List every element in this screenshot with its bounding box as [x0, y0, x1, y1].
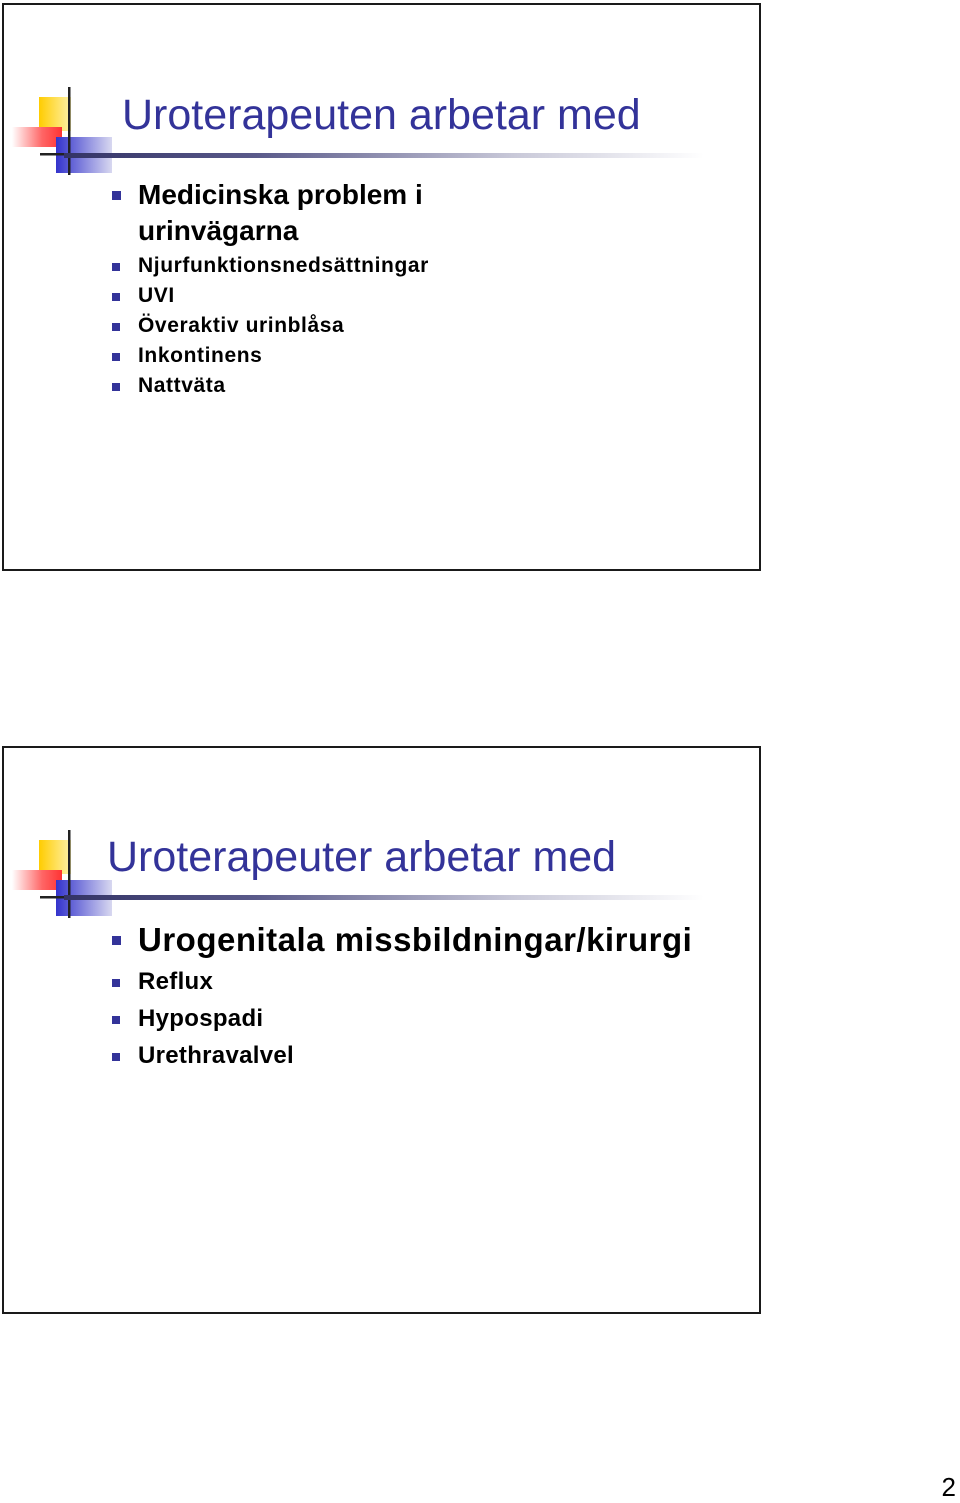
- list-item: UVI: [108, 283, 438, 309]
- bullet-heading: Medicinska problem i urinvägarna: [108, 177, 438, 249]
- title-divider: [64, 895, 704, 900]
- bullet-heading: Urogenitala missbildningar/kirurgi: [108, 920, 748, 960]
- list-item: Överaktiv urinblåsa: [108, 313, 438, 339]
- bullet-list: [108, 920, 748, 1071]
- slide-logo-icon: [12, 828, 112, 920]
- bullet-square-icon: [112, 263, 120, 271]
- slide-title: Uroterapeuter arbetar med: [107, 833, 617, 881]
- list-item: Inkontinens: [108, 343, 438, 369]
- title-divider: [64, 153, 704, 158]
- bullet-square-icon: [112, 1053, 120, 1061]
- slide-2: [2, 746, 761, 1314]
- bullet-list: [108, 177, 438, 399]
- bullet-square-icon: [112, 323, 120, 331]
- list-item: Nattväta: [108, 373, 438, 399]
- bullet-square-icon: [112, 353, 120, 361]
- slide-title: Uroterapeuten arbetar med: [122, 91, 641, 139]
- slide-1: [2, 3, 761, 571]
- page-number: 2: [941, 1472, 956, 1502]
- bullet-square-icon: [112, 936, 121, 945]
- bullet-square-icon: [112, 1016, 120, 1024]
- bullet-square-icon: [112, 979, 120, 987]
- list-item: Reflux: [108, 967, 748, 997]
- list-item: Hypospadi: [108, 1004, 748, 1034]
- bullet-square-icon: [112, 293, 120, 301]
- bullet-square-icon: [112, 191, 121, 200]
- bullet-square-icon: [112, 383, 120, 391]
- list-item: Njurfunktionsnedsättningar: [108, 253, 438, 279]
- slide-logo-icon: [12, 85, 112, 177]
- list-item: Urethravalvel: [108, 1041, 748, 1071]
